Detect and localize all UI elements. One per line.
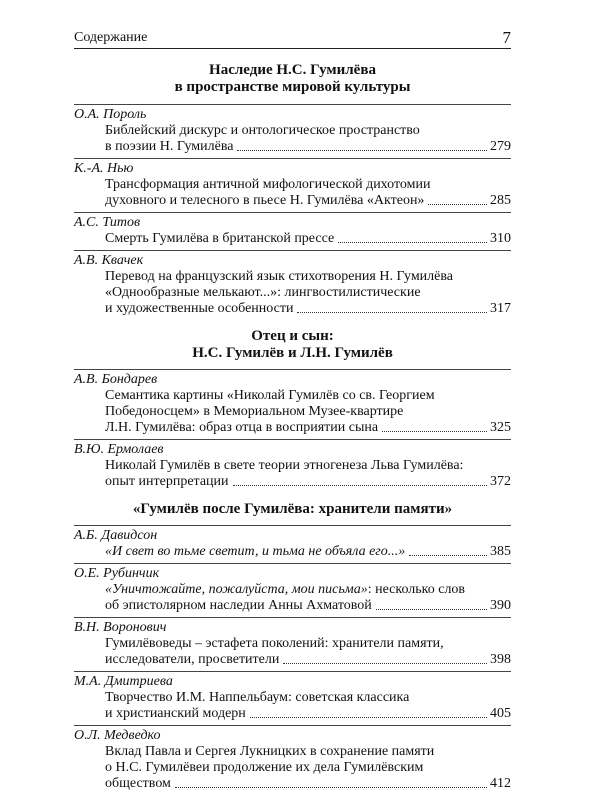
entry-title-text: Смерть Гумилёва в британской прессе [105,231,335,246]
table-of-contents [74,62,511,795]
entry-title-line: Николай Гумилёв в свете теории этногенеза Льва Гумилёва: [105,458,464,473]
entry-author: А.В. Квачек [74,253,144,268]
entry-title-text: исследователи, просветители [105,652,280,667]
entry-last-line [74,598,511,614]
dot-leader [376,609,487,610]
entry-title-line: Творчество И.М. Наппельбаум: советская классика [105,690,410,705]
entry-title-text: в поэзии Н. Гумилёва [105,139,234,154]
section-title-line: в пространстве мировой культуры [174,79,411,95]
entry-author: О.Е. Рубинчик [74,566,160,581]
entry-title-text: духовного и телесного в пьесе Н. Гумилёва «Актеон» [105,193,425,208]
entry-page-number: 372 [490,474,511,489]
entry-author: А.Б. Давидсон [74,528,158,543]
dot-leader [175,787,487,788]
entry-title-text: обществом [105,776,171,791]
toc-entry [74,158,511,212]
entry-page-number: 325 [490,420,511,435]
entry-title-line [74,582,511,598]
entry-page-number: 405 [490,706,511,721]
entry-last-line [74,544,511,560]
entry-page-number: 310 [490,231,511,246]
entry-title-text: Л.Н. Гумилёва: образ отца в восприятии сына [105,420,379,435]
entry-title-italic: «Уничтожайте, пожалуйста, мои письма» [105,582,368,597]
toc-entry [74,617,511,671]
entry-last-line [74,706,511,722]
entry-author: В.Ю. Ермолаев [74,442,164,457]
section-title-line: Н.С. Гумилёв и Л.Н. Гумилёв [192,345,393,361]
entry-page-number: 317 [490,301,511,316]
toc-entry [74,563,511,617]
entry-page-number: 390 [490,598,511,613]
dot-leader [409,555,487,556]
entry-page-number: 398 [490,652,511,667]
entry-title-text: об эпистолярном наследии Анны Ахматовой [105,598,372,613]
entry-title-line: о Н.С. Гумилёвеи продолжение их дела Гумилёвским [105,760,424,775]
entry-title-line: Гумилёвоведы – эстафета поколений: хранители памяти, [105,636,444,651]
running-header [74,30,511,49]
toc-entry [74,250,511,320]
dot-leader [237,150,487,151]
entry-author: О.Л. Медведко [74,728,161,743]
toc-entry [74,369,511,439]
entry-author: О.А. Пороль [74,107,147,122]
dot-leader [283,663,487,664]
entry-author: К.-А. Нью [74,161,134,176]
dot-leader [233,485,487,486]
toc-entry [74,525,511,563]
entry-author: А.С. Титов [74,215,141,230]
entry-title-text: и художественные особенности [105,301,294,316]
entry-title-line: Перевод на французский язык стихотворения Н. Гумилёва [105,269,454,284]
section-title [74,328,511,362]
section-title-line: Наследие Н.С. Гумилёва [209,62,376,78]
entry-title-line: «Однообразные мелькают...»: лингвостилистические [105,285,421,300]
dot-leader [250,717,487,718]
section-title-line: «Гумилёв после Гумилёва: хранители памяти» [132,501,453,517]
entry-last-line [74,193,511,209]
toc-entry [74,671,511,725]
entry-title-line: Семантика картины «Николай Гумилёв со св. Георгием [105,388,435,403]
entry-last-line [74,776,511,792]
entry-title-line: Вклад Павла и Сергея Лукницких в сохранение памяти [105,744,435,759]
dot-leader [382,431,487,432]
dot-leader [428,204,487,205]
entry-page-number: 285 [490,193,511,208]
entry-last-line [74,474,511,490]
header-section-name: Содержание [74,30,148,45]
entry-author: М.А. Дмитриева [74,674,173,689]
toc-entry [74,212,511,250]
entry-last-line [74,301,511,317]
entry-title-line: Трансформация античной мифологической дихотомии [105,177,431,192]
entry-page-number: 412 [490,776,511,791]
dot-leader [338,242,487,243]
entry-title-text: и христианский модерн [105,706,246,721]
entry-page-number: 385 [490,544,511,559]
entry-last-line [74,652,511,668]
header-page-number: 7 [502,28,511,47]
section-title-line: Отец и сын: [251,328,334,344]
toc-entry [74,439,511,493]
entry-last-line [74,420,511,436]
dot-leader [297,312,487,313]
entry-title-text: : несколько слов [367,582,466,597]
entry-last-line [74,231,511,247]
toc-entry [74,104,511,158]
entry-page-number: 279 [490,139,511,154]
section-title [74,62,511,96]
entry-author: В.Н. Воронович [74,620,167,635]
entry-author: А.В. Бондарев [74,372,158,387]
entry-title-line: Победоносцем» в Мемориальном Музее-квартире [105,404,404,419]
entry-last-line [74,139,511,155]
entry-title-text: опыт интерпретации [105,474,229,489]
section-title [74,501,511,518]
toc-entry [74,725,511,795]
entry-title-line: Библейский дискурс и онтологическое пространство [105,123,420,138]
entry-title-italic: «И свет во тьме светит, и тьма не объяла его...» [105,544,406,559]
